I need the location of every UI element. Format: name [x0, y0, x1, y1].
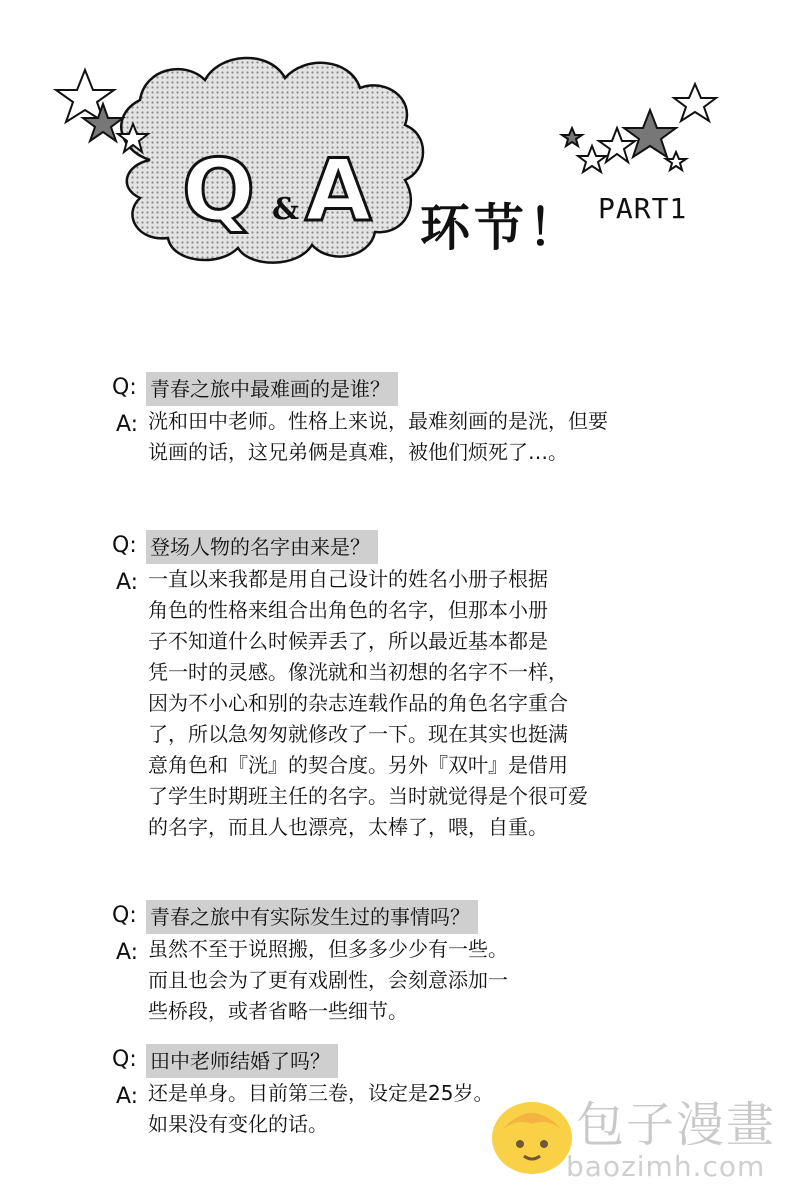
question-text: 青春之旅中有实际发生过的事情吗？ [146, 900, 478, 934]
watermark-name: 包子漫畫 [576, 1097, 777, 1153]
answer-row: 子不知道什么时候弄丢了，所以最近基本都是 [148, 629, 548, 653]
qa-block-1 [0, 372, 800, 464]
question-text: 青春之旅中最难画的是谁？ [146, 372, 398, 406]
answer-row: 如果没有变化的话。 [148, 1112, 328, 1136]
question-text: 田中老师结婚了吗？ [146, 1044, 338, 1078]
header [0, 0, 800, 330]
answer-row: 因为不小心和别的杂志连载作品的角色名字重合 [148, 691, 568, 715]
qa-block-3 [0, 900, 800, 1023]
header-art [0, 0, 800, 330]
answer-row: 凭一时的灵感。像洸就和当初想的名字不一样， [148, 660, 568, 684]
question-line [0, 372, 800, 406]
answer-text [148, 406, 608, 468]
answer-row: 说画的话，这兄弟俩是真难，被他们烦死了…。 [148, 440, 568, 464]
q-label: Q: [112, 903, 137, 928]
answer-row: 还是单身。目前第三卷，设定是25岁。 [148, 1081, 494, 1105]
star-icon [666, 152, 686, 170]
title-a-letter: A [305, 141, 372, 241]
answer-row: 意角色和『洸』的契合度。另外『双叶』是借用 [148, 753, 568, 777]
q-label: Q: [112, 1047, 137, 1072]
answer-row: 的名字，而且人也漂亮，太棒了，喂，自重。 [148, 815, 548, 839]
title-q-letter: Q [182, 141, 256, 241]
q-label: Q: [112, 375, 137, 400]
star-icon [674, 84, 716, 121]
page-title: 环节！ [420, 199, 582, 257]
a-label: A: [116, 570, 139, 595]
answer-text [148, 1078, 493, 1140]
answer-row: 一直以来我都是用自己设计的姓名小册子根据 [148, 567, 548, 591]
question-line [0, 900, 800, 934]
q-label: Q: [112, 533, 137, 558]
star-icon [578, 146, 606, 172]
question-line [0, 530, 800, 564]
watermark-url: baozimh.com [566, 1150, 766, 1183]
answer-row: 洸和田中老师。性格上来说，最难刻画的是洸，但要 [148, 409, 608, 433]
answer-row: 了，所以急匆匆就修改了一下。现在其实也挺满 [148, 722, 568, 746]
answer-line [0, 564, 800, 839]
answer-row: 了学生时期班主任的名字。当时就觉得是个很可爱 [148, 784, 588, 808]
answer-row: 角色的性格来组合出角色的名字，但那本小册 [148, 598, 548, 622]
cloud-shape [121, 58, 423, 263]
answer-row: 些桥段，或者省略一些细节。 [148, 999, 408, 1023]
answer-text [148, 934, 508, 1027]
question-line [0, 1044, 800, 1078]
answer-line [0, 406, 800, 464]
a-label: A: [116, 1084, 139, 1109]
a-label: A: [116, 412, 139, 437]
a-label: A: [116, 940, 139, 965]
answer-text [148, 564, 588, 843]
answer-row: 虽然不至于说照搬，但多多少少有一些。 [148, 937, 508, 961]
answer-line [0, 934, 800, 1023]
answer-row: 而且也会为了更有戏剧性，会刻意添加一 [148, 968, 508, 992]
title-ampersand: & [272, 192, 300, 227]
qa-block-2 [0, 530, 800, 839]
part-label: PART1 [598, 192, 688, 225]
star-icon [562, 128, 582, 146]
star-icon [624, 110, 676, 157]
question-text: 登场人物的名字由来是？ [146, 530, 378, 564]
